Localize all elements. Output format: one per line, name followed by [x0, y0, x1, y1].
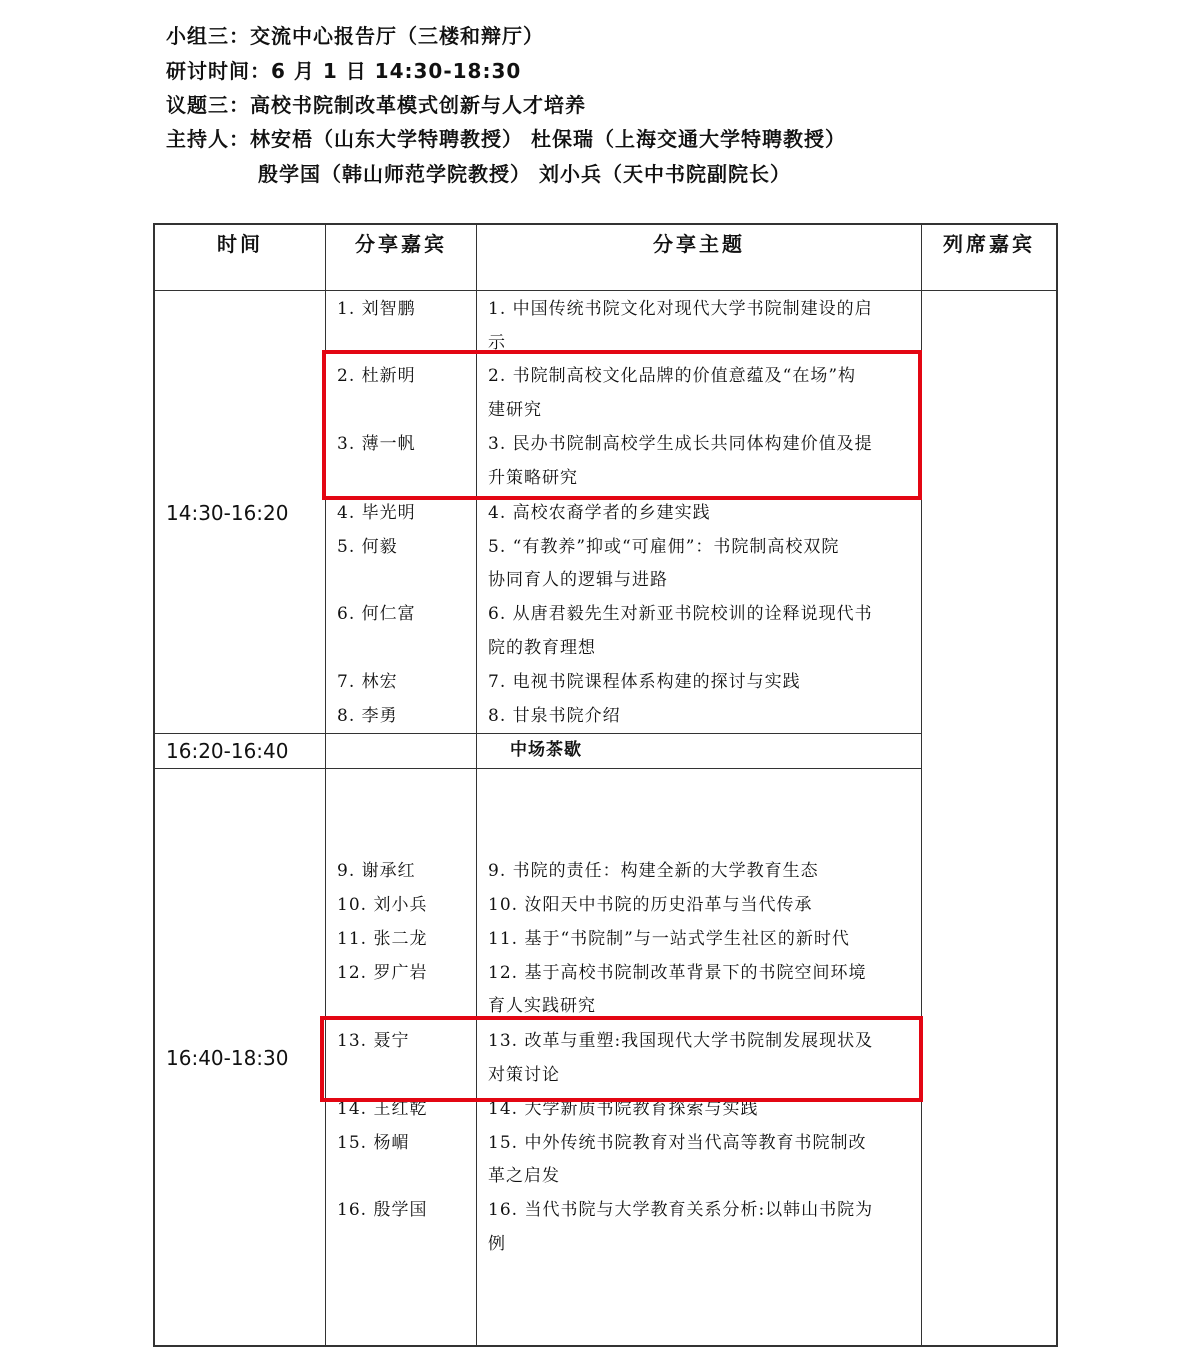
topic-3-line-2: 升策略研究	[488, 468, 578, 488]
speaker-15: 15. 杨嵋	[337, 1133, 410, 1153]
session-time: 研讨时间：6 月 1 日 14:30-18:30	[166, 59, 522, 83]
topic-12-line-2: 育人实践研究	[488, 996, 596, 1016]
session-1-time: 14:30-16:20	[166, 501, 289, 525]
col-header-topic: 分享主题	[653, 232, 745, 256]
col-header-guests: 列席嘉宾	[943, 232, 1035, 256]
highlight-box-rows-2-3	[322, 350, 922, 500]
speaker-16: 16. 殷学国	[337, 1200, 428, 1220]
speaker-13: 13. 聂宁	[337, 1031, 410, 1051]
speaker-3: 3. 薄一帆	[337, 434, 416, 454]
topic-13-line-1: 13. 改革与重塑:我国现代大学书院制发展现状及	[488, 1031, 874, 1051]
topic-8-line-1: 8. 甘泉书院介绍	[488, 706, 621, 726]
speaker-9: 9. 谢承红	[337, 861, 416, 881]
speaker-12: 12. 罗广岩	[337, 963, 428, 983]
session-2-time: 16:40-18:30	[166, 1046, 289, 1070]
topic-12-line-1: 12. 基于高校书院制改革背景下的书院空间环境	[488, 963, 867, 983]
topic-1-line-2: 示	[488, 333, 506, 353]
topic-15-line-1: 15. 中外传统书院教育对当代高等教育书院制改	[488, 1133, 867, 1153]
table-border-right	[1056, 223, 1058, 1347]
group-title: 小组三：交流中心报告厅（三楼和辩厅）	[166, 24, 544, 48]
table-border-left	[153, 223, 155, 1347]
topic-16-line-2: 例	[488, 1234, 506, 1254]
topic-title: 议题三：高校书院制改革模式创新与人才培养	[166, 93, 586, 117]
topic-16-line-1: 16. 当代书院与大学教育关系分析:以韩山书院为	[488, 1200, 874, 1220]
speaker-7: 7. 林宏	[337, 672, 398, 692]
topic-10-line-1: 10. 汝阳天中书院的历史沿革与当代传承	[488, 895, 813, 915]
speaker-14: 14. 王红乾	[337, 1099, 428, 1119]
topic-7-line-1: 7. 电视书院课程体系构建的探讨与实践	[488, 672, 801, 692]
topic-1-line-1: 1. 中国传统书院文化对现代大学书院制建设的启	[488, 299, 873, 319]
speaker-1: 1. 刘智鹏	[337, 299, 416, 319]
highlight-box-row-13	[320, 1016, 923, 1102]
table-border-top	[153, 223, 1058, 225]
hosts-line-1: 主持人：林安梧（山东大学特聘教授） 杜保瑞（上海交通大学特聘教授）	[166, 127, 846, 151]
speaker-10: 10. 刘小兵	[337, 895, 428, 915]
table-border-bottom	[153, 1345, 1058, 1347]
divider-session-1	[153, 733, 921, 734]
speaker-5: 5. 何毅	[337, 537, 398, 557]
speaker-11: 11. 张二龙	[337, 929, 428, 949]
col-header-time: 时间	[217, 232, 263, 256]
topic-5-line-2: 协同育人的逻辑与进路	[488, 570, 668, 590]
break-time: 16:20-16:40	[166, 739, 289, 763]
speaker-8: 8. 李勇	[337, 706, 398, 726]
topic-2-line-2: 建研究	[488, 400, 542, 420]
divider-header	[153, 290, 1058, 291]
topic-9-line-1: 9. 书院的责任：构建全新的大学教育生态	[488, 861, 819, 881]
speaker-2: 2. 杜新明	[337, 366, 416, 386]
divider-break	[153, 768, 921, 769]
topic-2-line-1: 2. 书院制高校文化品牌的价值意蕴及“在场”构	[488, 366, 857, 386]
topic-13-line-2: 对策讨论	[488, 1065, 560, 1085]
topic-4-line-1: 4. 高校农裔学者的乡建实践	[488, 503, 711, 523]
topic-14-line-1: 14. 大学新质书院教育探索与实践	[488, 1099, 759, 1119]
topic-5-line-1: 5. “有教养”抑或“可雇佣”：书院制高校双院	[488, 537, 840, 557]
col-header-speaker: 分享嘉宾	[355, 232, 447, 256]
topic-11-line-1: 11. 基于“书院制”与一站式学生社区的新时代	[488, 929, 850, 949]
hosts-line-2: 殷学国（韩山师范学院教授） 刘小兵（天中书院副院长）	[258, 162, 791, 186]
topic-15-line-2: 革之启发	[488, 1166, 560, 1186]
speaker-6: 6. 何仁富	[337, 604, 416, 624]
speaker-4: 4. 毕光明	[337, 503, 416, 523]
topic-3-line-1: 3. 民办书院制高校学生成长共同体构建价值及提	[488, 434, 873, 454]
topic-6-line-1: 6. 从唐君毅先生对新亚书院校训的诠释说现代书	[488, 604, 873, 624]
topic-6-line-2: 院的教育理想	[488, 638, 596, 658]
break-label: 中场茶歇	[510, 740, 582, 760]
